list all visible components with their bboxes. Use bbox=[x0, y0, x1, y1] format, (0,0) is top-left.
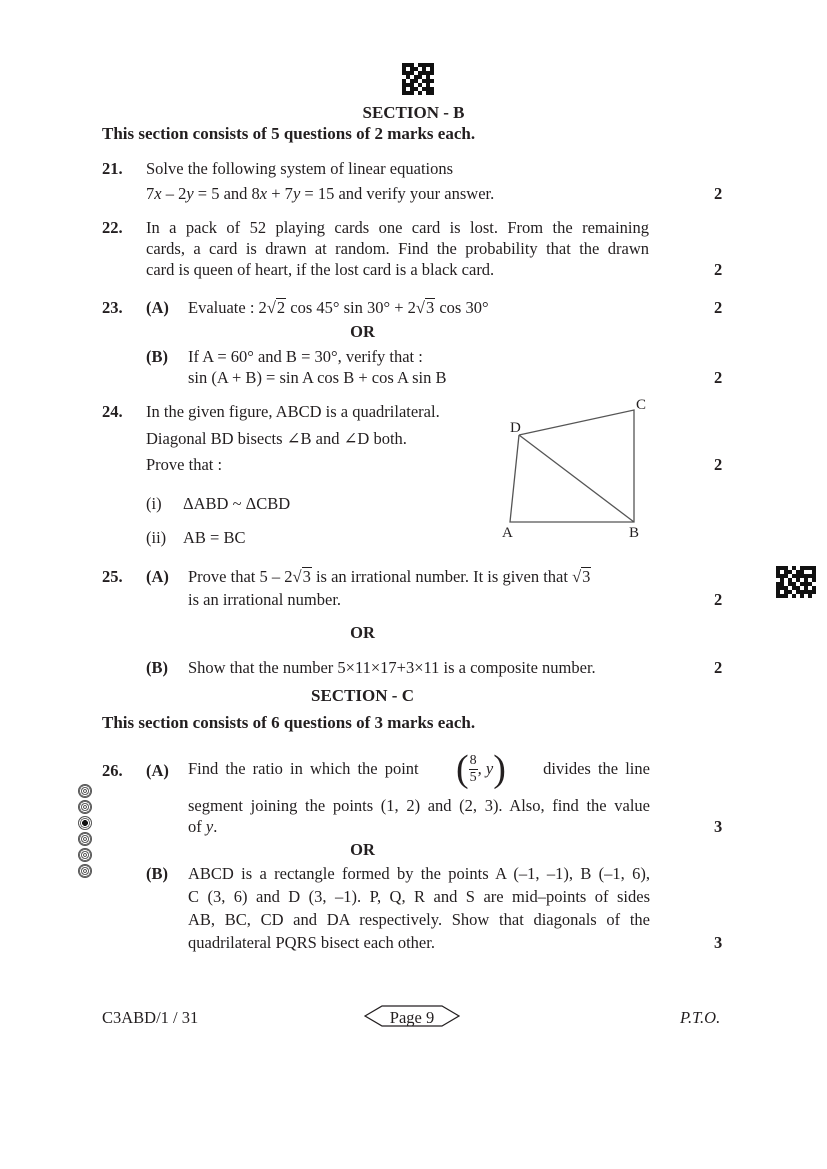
q25-option-b-label: (B) bbox=[146, 658, 168, 677]
q26-option-b-line2: C (3, 6) and D (3, –1). P, Q, R and S are mid–points of sides bbox=[188, 887, 650, 906]
question-number-21: 21. bbox=[102, 159, 123, 178]
q24-line2: Diagonal BD bisects ∠B and ∠D both. bbox=[146, 429, 407, 448]
q26-option-b-line1: ABCD is a rectangle formed by the points A (–1, –1), B (–1, 6), bbox=[188, 864, 650, 883]
qr-code-icon bbox=[776, 566, 816, 602]
q21-marks: 2 bbox=[714, 184, 723, 203]
q24-line1: In the given figure, ABCD is a quadrilateral. bbox=[146, 402, 440, 421]
q23-option-b-label: (B) bbox=[146, 347, 168, 366]
q21-line1: Solve the following system of linear equations bbox=[146, 159, 454, 178]
q26-option-b-line3: AB, BC, CD and DA respectively. Show that diagonals of the bbox=[188, 910, 650, 929]
q21-line2: 7x – 2y = 5 and 8x + 7y = 15 and verify your answer. bbox=[146, 184, 495, 203]
quadrilateral-figure bbox=[495, 395, 655, 545]
q24-part-ii-text: AB = BC bbox=[183, 528, 246, 547]
qr-code-icon bbox=[402, 63, 434, 95]
q22-marks: 2 bbox=[714, 260, 723, 279]
q25-or: OR bbox=[350, 623, 375, 642]
q22-line3: card is queen of heart, if the lost card is a black card. bbox=[146, 260, 495, 279]
q26-or: OR bbox=[350, 840, 375, 859]
q26-option-a-marks: 3 bbox=[714, 817, 723, 836]
q23-option-a-label: (A) bbox=[146, 298, 169, 317]
q26-option-b-line4: quadrilateral PQRS bisect each other. bbox=[188, 933, 435, 952]
question-number-23: 23. bbox=[102, 298, 123, 317]
point-coordinate: ( $\frac{8}{5}$ , y ) bbox=[455, 748, 506, 790]
q25-option-a-marks: 2 bbox=[714, 590, 723, 609]
q26-option-a-label: (A) bbox=[146, 761, 169, 780]
please-turn-over: P.T.O. bbox=[680, 1008, 721, 1027]
q26-option-a-line2: segment joining the points (1, 2) and (2, 3). Also, find the value bbox=[188, 796, 650, 815]
q24-part-ii-label: (ii) bbox=[146, 528, 167, 547]
q25-option-a-line2: is an irrational number. bbox=[188, 590, 342, 609]
q22-line1: In a pack of 52 playing cards one card is lost. From the remaining bbox=[146, 218, 649, 237]
question-number-22: 22. bbox=[102, 218, 123, 237]
q24-marks: 2 bbox=[714, 455, 723, 474]
page-number: Page 9 bbox=[389, 1008, 435, 1027]
figure-label-b: B bbox=[629, 525, 640, 541]
question-number-26: 26. bbox=[102, 761, 123, 780]
section-c-title: SECTION - C bbox=[311, 686, 414, 705]
q26-option-b-label: (B) bbox=[146, 864, 168, 883]
security-spiral-icon bbox=[78, 864, 92, 878]
security-spiral-icon bbox=[78, 800, 92, 814]
question-number-24: 24. bbox=[102, 402, 123, 421]
q23-option-b-marks: 2 bbox=[714, 368, 723, 387]
q24-line3: Prove that : bbox=[146, 455, 223, 474]
security-spiral-icon bbox=[78, 832, 92, 846]
q25-option-b-marks: 2 bbox=[714, 658, 723, 677]
section-c-instruction: This section consists of 6 questions of 3 marks each. bbox=[102, 713, 476, 732]
section-b-title: SECTION - B bbox=[362, 103, 465, 122]
q23-option-b-line1: If A = 60° and B = 30°, verify that : bbox=[188, 347, 423, 366]
q26-option-a-line3: of y. bbox=[188, 817, 218, 836]
q23-option-b-line2: sin (A + B) = sin A cos B + cos A sin B bbox=[188, 368, 447, 387]
q24-part-i-text: ΔABD ~ ΔCBD bbox=[183, 494, 291, 513]
q25-option-b-text: Show that the number 5×11×17+3×11 is a composite number. bbox=[188, 658, 596, 677]
q23-option-a-text: Evaluate : 2√2 cos 45° sin 30° + 2√3 cos 30° bbox=[188, 298, 489, 317]
q26-option-a-line1: Find the ratio in which the point ( $\frac{8}{5}$ , y ) divides the line bbox=[188, 748, 650, 790]
figure-label-a: A bbox=[502, 525, 513, 541]
section-b-instruction: This section consists of 5 questions of 2 marks each. bbox=[102, 124, 476, 143]
security-spiral-icon bbox=[78, 816, 92, 830]
q25-option-a-line1: Prove that 5 – 2√3 is an irrational number. It is given that √3 bbox=[188, 567, 591, 586]
q23-option-a-marks: 2 bbox=[714, 298, 723, 317]
q22-line2: cards, a card is drawn at random. Find the probability that the drawn bbox=[146, 239, 649, 258]
q24-part-i-label: (i) bbox=[146, 494, 162, 513]
security-spiral-icon bbox=[78, 848, 92, 862]
figure-label-d: D bbox=[510, 420, 521, 436]
paper-code: C3ABD/1 / 31 bbox=[102, 1008, 199, 1027]
q23-or: OR bbox=[350, 322, 375, 341]
q25-option-a-label: (A) bbox=[146, 567, 169, 586]
question-number-25: 25. bbox=[102, 567, 123, 586]
figure-label-c: C bbox=[636, 397, 647, 413]
q26-option-b-marks: 3 bbox=[714, 933, 723, 952]
security-spiral-icon bbox=[78, 784, 92, 798]
